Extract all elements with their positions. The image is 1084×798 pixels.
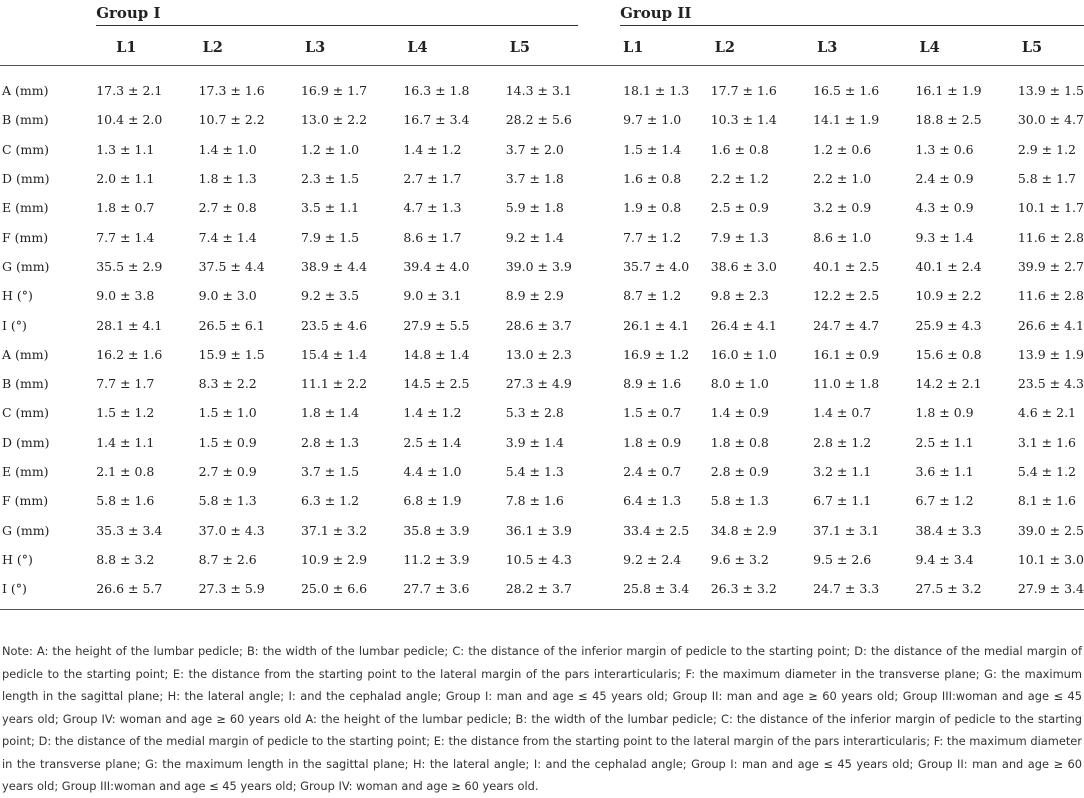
table-cell: 3.6 ± 1.1 bbox=[915, 464, 974, 479]
table-cell: 2.5 ± 1.1 bbox=[915, 434, 974, 450]
table-cell: 34.8 ± 2.9 bbox=[710, 522, 777, 538]
row-label: A (mm) bbox=[2, 346, 49, 362]
table-cell: 13.9 ± 1.9 bbox=[1017, 346, 1084, 362]
table-cell: 27.9 ± 3.4 bbox=[1018, 574, 1084, 610]
table-cell: 16.9 ± 1.2 bbox=[623, 346, 690, 362]
table-cell: 10.1 ± 1.7 bbox=[1017, 200, 1084, 216]
level-header-l1-group-1: L1 bbox=[96, 29, 198, 66]
table-cell: 15.6 ± 0.8 bbox=[915, 346, 982, 362]
table-cell: 37.1 ± 3.2 bbox=[300, 522, 368, 538]
table-cell: 23.5 ± 4.6 bbox=[300, 317, 368, 333]
table-cell: 35.7 ± 4.0 bbox=[623, 258, 690, 274]
table-cell: 5.8 ± 1.3 bbox=[710, 493, 769, 509]
level-header-l2-group-2: L2 bbox=[711, 29, 813, 66]
group-header-row bbox=[0, 0, 1084, 29]
table-cell: 17.3 ± 1.6 bbox=[198, 83, 265, 99]
table-cell: 3.5 ± 1.1 bbox=[300, 200, 360, 216]
table-body bbox=[0, 66, 1084, 610]
table-cell: 8.6 ± 1.7 bbox=[403, 229, 462, 245]
level-header-l5-group-1: L5 bbox=[506, 29, 608, 66]
table-cell: 15.4 ± 1.4 bbox=[300, 346, 368, 362]
level-header-l3-group-1: L3 bbox=[301, 29, 403, 66]
table-cell: 25.9 ± 4.3 bbox=[915, 317, 982, 333]
table-cell: 16.2 ± 1.6 bbox=[96, 346, 163, 362]
table-row bbox=[0, 164, 1084, 193]
table-cell: 16.3 ± 1.8 bbox=[403, 83, 470, 99]
table-cell: 1.3 ± 1.1 bbox=[96, 141, 155, 157]
table-row bbox=[0, 252, 1084, 281]
table-cell: 38.9 ± 4.4 bbox=[300, 258, 368, 274]
table-cell: 12.2 ± 2.5 bbox=[813, 288, 880, 304]
table-cell: 3.2 ± 1.1 bbox=[813, 464, 872, 479]
table-cell: 3.7 ± 2.0 bbox=[505, 141, 564, 157]
table-cell: 39.0 ± 2.5 bbox=[1017, 522, 1084, 538]
table-cell: 2.1 ± 0.8 bbox=[96, 464, 155, 479]
table-cell: 1.4 ± 1.0 bbox=[198, 141, 257, 157]
table-cell: 8.6 ± 1.0 bbox=[813, 229, 872, 245]
table-cell: 3.2 ± 0.9 bbox=[813, 200, 872, 216]
table-cell: 1.8 ± 0.8 bbox=[710, 434, 769, 450]
table-cell: 9.7 ± 1.0 bbox=[623, 112, 682, 128]
table-row bbox=[0, 398, 1084, 427]
table-cell: 9.2 ± 1.4 bbox=[505, 229, 564, 245]
table-cell: 7.7 ± 1.2 bbox=[623, 229, 682, 245]
table-cell: 26.5 ± 6.1 bbox=[198, 317, 265, 333]
table-cell: 6.3 ± 1.2 bbox=[300, 493, 360, 509]
table-cell: 8.8 ± 3.2 bbox=[96, 551, 155, 567]
table-cell: 6.7 ± 1.2 bbox=[915, 493, 974, 509]
table-cell: 5.4 ± 1.2 bbox=[1017, 464, 1076, 479]
level-header-l5-group-2: L5 bbox=[1018, 29, 1084, 66]
table-cell: 3.7 ± 1.5 bbox=[300, 464, 360, 479]
table-cell: 2.8 ± 0.9 bbox=[710, 464, 769, 479]
table-row bbox=[0, 222, 1084, 251]
table-cell: 2.8 ± 1.2 bbox=[813, 434, 872, 450]
table-cell: 9.2 ± 2.4 bbox=[623, 551, 682, 567]
table-cell: 26.4 ± 4.1 bbox=[710, 317, 777, 333]
table-cell: 9.0 ± 3.1 bbox=[403, 288, 462, 304]
table-cell: 16.1 ± 0.9 bbox=[813, 346, 880, 362]
table-cell: 4.4 ± 1.0 bbox=[403, 464, 462, 479]
table-cell: 5.4 ± 1.3 bbox=[505, 464, 564, 479]
table-cell: 10.4 ± 2.0 bbox=[96, 112, 163, 128]
group-2-title: Group II bbox=[620, 4, 692, 22]
table-cell: 14.3 ± 3.1 bbox=[505, 83, 572, 99]
table-cell: 7.7 ± 1.4 bbox=[96, 229, 155, 245]
table-cell: 9.5 ± 2.6 bbox=[813, 551, 872, 567]
table-cell: 10.7 ± 2.2 bbox=[198, 112, 265, 128]
table-cell: 3.9 ± 1.4 bbox=[505, 434, 564, 450]
row-label: F (mm) bbox=[2, 493, 49, 509]
table-cell: 8.9 ± 1.6 bbox=[623, 376, 682, 392]
table-cell: 17.3 ± 2.1 bbox=[96, 83, 163, 99]
row-label: I (°) bbox=[2, 317, 27, 333]
table-cell: 1.5 ± 1.0 bbox=[198, 405, 257, 421]
level-header-l4-group-2: L4 bbox=[915, 29, 1017, 66]
group-header-1 bbox=[96, 0, 608, 29]
table-cell: 1.4 ± 1.2 bbox=[403, 405, 462, 421]
table-cell: 16.5 ± 1.6 bbox=[813, 83, 880, 99]
table-cell: 25.0 ± 6.6 bbox=[301, 574, 403, 610]
table-cell: 23.5 ± 4.3 bbox=[1017, 376, 1084, 392]
table-cell: 1.2 ± 0.6 bbox=[813, 141, 872, 157]
table-cell: 1.5 ± 0.9 bbox=[198, 434, 257, 450]
table-cell: 1.8 ± 1.3 bbox=[198, 171, 257, 187]
table-cell: 7.4 ± 1.4 bbox=[198, 229, 257, 245]
table-cell: 1.4 ± 0.7 bbox=[813, 405, 872, 421]
table-cell: 24.7 ± 3.3 bbox=[813, 574, 915, 610]
table-cell: 7.8 ± 1.6 bbox=[505, 493, 564, 509]
table-row bbox=[0, 457, 1084, 486]
table-cell: 39.9 ± 2.7 bbox=[1017, 258, 1084, 274]
table-cell: 10.5 ± 4.3 bbox=[505, 551, 572, 567]
table-cell: 11.0 ± 1.8 bbox=[813, 376, 880, 392]
table-cell: 6.8 ± 1.9 bbox=[403, 493, 462, 509]
table-cell: 6.7 ± 1.1 bbox=[813, 493, 872, 509]
table-cell: 5.8 ± 1.6 bbox=[96, 493, 155, 509]
row-label: C (mm) bbox=[2, 141, 49, 157]
table-cell: 2.0 ± 1.1 bbox=[96, 171, 155, 187]
row-label: F (mm) bbox=[2, 229, 49, 245]
level-header-row bbox=[0, 29, 1084, 66]
table-cell: 2.7 ± 1.7 bbox=[403, 171, 462, 187]
table-cell: 1.3 ± 0.6 bbox=[915, 141, 974, 157]
table-cell: 17.7 ± 1.6 bbox=[710, 83, 777, 99]
table-cell: 1.4 ± 1.1 bbox=[96, 434, 155, 450]
table-cell: 28.6 ± 3.7 bbox=[505, 317, 572, 333]
table-cell: 26.6 ± 4.1 bbox=[1017, 317, 1084, 333]
label-header-cell bbox=[0, 29, 96, 66]
table-cell: 8.9 ± 2.9 bbox=[505, 288, 564, 304]
group-1-rule bbox=[96, 25, 578, 26]
table-cell: 6.4 ± 1.3 bbox=[623, 493, 682, 509]
table-footnote: Note: A: the height of the lumbar pedicle; B: the width of the lumbar pedicle; C: the distance of the inferior margin of pedicle to the starting point; D: the distance of the medial margin of pedicle to the starting point; E: the distance from the starting point to the lateral margin of the pars interarticularis; F: the maximum diameter in the transverse plane; G: the maximum length in the sagittal plane; H: the lateral angle; I: and the cephalad angle; Group I: man and age ≤ 45 years old; Group II: man and age ≥ 60 years old; Group III:woman and age ≤ 45 years old; Group IV: woman and age ≥ 60 years old A: the height of the lumbar pedicle; B: the width of the lumbar pedicle; C: the distance of the inferior margin of pedicle to the starting point; D: the distance of the medial margin of pedicle to the starting point; E: the distance from the starting point to the lateral margin of the pars interarticularis; F: the maximum diameter in the transverse plane; G: the maximum length in the sagittal plane; H: the lateral angle; I: and the cephalad angle; Group I: man and age ≤ 45 years old; Group II: man and age ≥ 60 years old; Group III:woman and age ≤ 45 years old; Group IV: woman and age ≥ 60 years old. bbox=[2, 644, 1082, 793]
level-header-l2-group-1: L2 bbox=[199, 29, 301, 66]
group-2-rule bbox=[620, 25, 1084, 26]
level-header-l3-group-2: L3 bbox=[813, 29, 915, 66]
table-cell: 1.8 ± 0.9 bbox=[915, 405, 974, 421]
table-row bbox=[0, 428, 1084, 457]
table-cell: 4.3 ± 0.9 bbox=[915, 200, 974, 216]
table-cell: 27.7 ± 3.6 bbox=[403, 574, 505, 610]
table-cell: 7.9 ± 1.5 bbox=[300, 229, 360, 245]
table-cell: 10.9 ± 2.2 bbox=[915, 288, 982, 304]
row-label: I (°) bbox=[0, 574, 96, 610]
table-cell: 5.8 ± 1.7 bbox=[1017, 171, 1076, 187]
table-cell: 39.4 ± 4.0 bbox=[403, 258, 470, 274]
table-cell: 3.1 ± 1.6 bbox=[1017, 434, 1076, 450]
table-cell: 2.7 ± 0.8 bbox=[198, 200, 257, 216]
table-row bbox=[0, 310, 1084, 339]
table-cell: 1.6 ± 0.8 bbox=[623, 171, 682, 187]
table-cell: 35.8 ± 3.9 bbox=[403, 522, 470, 538]
table-cell: 16.9 ± 1.7 bbox=[300, 83, 368, 99]
table-cell: 2.2 ± 1.0 bbox=[813, 171, 872, 187]
table-cell: 13.0 ± 2.3 bbox=[505, 346, 572, 362]
table-cell: 28.2 ± 5.6 bbox=[505, 112, 572, 128]
table-row bbox=[0, 369, 1084, 398]
row-label: H (°) bbox=[2, 288, 33, 304]
row-label: B (mm) bbox=[2, 112, 49, 128]
table-cell: 1.5 ± 1.4 bbox=[623, 141, 682, 157]
table-cell: 1.5 ± 1.2 bbox=[96, 405, 155, 421]
table-cell: 10.9 ± 2.9 bbox=[300, 551, 368, 567]
row-label: D (mm) bbox=[2, 171, 50, 187]
table-cell: 9.8 ± 2.3 bbox=[710, 288, 769, 304]
table-cell: 9.4 ± 3.4 bbox=[915, 551, 974, 567]
table-cell: 27.5 ± 3.2 bbox=[915, 574, 1017, 610]
table-cell: 26.3 ± 3.2 bbox=[711, 574, 813, 610]
group-header-2 bbox=[608, 0, 1084, 29]
row-label: G (mm) bbox=[2, 258, 50, 274]
table-cell: 9.6 ± 3.2 bbox=[710, 551, 769, 567]
table-cell: 40.1 ± 2.4 bbox=[915, 258, 982, 274]
row-label: H (°) bbox=[2, 551, 33, 567]
level-header-l1-group-2: L1 bbox=[608, 29, 711, 66]
table-row bbox=[0, 515, 1084, 544]
table-cell: 16.1 ± 1.9 bbox=[915, 83, 982, 99]
table-cell: 35.3 ± 3.4 bbox=[96, 522, 163, 538]
table-cell: 18.1 ± 1.3 bbox=[623, 83, 690, 99]
table-cell: 1.5 ± 0.7 bbox=[623, 405, 682, 421]
table-cell: 33.4 ± 2.5 bbox=[623, 522, 690, 538]
table-cell: 5.9 ± 1.8 bbox=[505, 200, 564, 216]
table-cell: 37.1 ± 3.1 bbox=[813, 522, 880, 538]
table-row bbox=[0, 66, 1084, 106]
table-cell: 8.3 ± 2.2 bbox=[198, 376, 257, 392]
row-label: A (mm) bbox=[2, 83, 49, 99]
table-cell: 5.8 ± 1.3 bbox=[198, 493, 257, 509]
table-row bbox=[0, 545, 1084, 574]
table-cell: 15.9 ± 1.5 bbox=[198, 346, 265, 362]
table-cell: 28.1 ± 4.1 bbox=[96, 317, 163, 333]
row-label: C (mm) bbox=[2, 405, 49, 421]
table-cell: 7.7 ± 1.7 bbox=[96, 376, 155, 392]
table-cell: 3.7 ± 1.8 bbox=[505, 171, 564, 187]
table-cell: 9.3 ± 1.4 bbox=[915, 229, 974, 245]
table-cell: 39.0 ± 3.9 bbox=[505, 258, 572, 274]
table-cell: 5.3 ± 2.8 bbox=[505, 405, 564, 421]
table-cell: 2.5 ± 0.9 bbox=[710, 200, 769, 216]
table-cell: 2.4 ± 0.9 bbox=[915, 171, 974, 187]
row-label: D (mm) bbox=[2, 434, 50, 450]
table-row bbox=[0, 340, 1084, 369]
table-cell: 1.2 ± 1.0 bbox=[300, 141, 360, 157]
table-cell: 11.1 ± 2.2 bbox=[300, 376, 368, 392]
table-cell: 2.5 ± 1.4 bbox=[403, 434, 462, 450]
table-cell: 8.1 ± 1.6 bbox=[1017, 493, 1076, 509]
table-cell: 1.4 ± 0.9 bbox=[710, 405, 769, 421]
table-cell: 1.8 ± 0.7 bbox=[96, 200, 155, 216]
table-row bbox=[0, 574, 1084, 610]
table-cell: 40.1 ± 2.5 bbox=[813, 258, 880, 274]
table-row bbox=[0, 193, 1084, 222]
table-cell: 14.8 ± 1.4 bbox=[403, 346, 470, 362]
table-cell: 37.5 ± 4.4 bbox=[198, 258, 265, 274]
table-cell: 24.7 ± 4.7 bbox=[813, 317, 880, 333]
table-cell: 2.7 ± 0.9 bbox=[198, 464, 257, 479]
table-cell: 4.6 ± 2.1 bbox=[1017, 405, 1076, 421]
row-label: E (mm) bbox=[2, 200, 49, 216]
table-cell: 37.0 ± 4.3 bbox=[198, 522, 265, 538]
table-cell: 14.1 ± 1.9 bbox=[813, 112, 880, 128]
table-cell: 35.5 ± 2.9 bbox=[96, 258, 163, 274]
table-cell: 18.8 ± 2.5 bbox=[915, 112, 982, 128]
table-cell: 38.6 ± 3.0 bbox=[710, 258, 777, 274]
table-cell: 27.3 ± 4.9 bbox=[505, 376, 572, 392]
table-cell: 16.0 ± 1.0 bbox=[710, 346, 777, 362]
table-cell: 2.4 ± 0.7 bbox=[623, 464, 682, 479]
table-cell: 36.1 ± 3.9 bbox=[505, 522, 572, 538]
table-cell: 14.2 ± 2.1 bbox=[915, 376, 982, 392]
corner-cell bbox=[0, 0, 96, 29]
table-cell: 38.4 ± 3.3 bbox=[915, 522, 982, 538]
table-cell: 26.1 ± 4.1 bbox=[623, 317, 690, 333]
row-label: G (mm) bbox=[2, 522, 50, 538]
table-cell: 28.2 ± 3.7 bbox=[506, 574, 608, 610]
table-cell: 8.7 ± 1.2 bbox=[623, 288, 682, 304]
table-cell: 26.6 ± 5.7 bbox=[96, 574, 198, 610]
table-cell: 8.7 ± 2.6 bbox=[198, 551, 257, 567]
table-cell: 14.5 ± 2.5 bbox=[403, 376, 470, 392]
table-cell: 1.8 ± 1.4 bbox=[300, 405, 360, 421]
table-cell: 1.9 ± 0.8 bbox=[623, 200, 682, 216]
table-cell: 2.3 ± 1.5 bbox=[300, 171, 360, 187]
table-cell: 7.9 ± 1.3 bbox=[710, 229, 769, 245]
table-row bbox=[0, 281, 1084, 310]
table-cell: 2.9 ± 1.2 bbox=[1017, 141, 1076, 157]
table-cell: 13.0 ± 2.2 bbox=[300, 112, 368, 128]
group-1-title: Group I bbox=[96, 4, 161, 22]
table-row bbox=[0, 486, 1084, 515]
table-cell: 25.8 ± 3.4 bbox=[608, 574, 711, 610]
table-cell: 4.7 ± 1.3 bbox=[403, 200, 462, 216]
level-header-l4-group-1: L4 bbox=[403, 29, 505, 66]
table-cell: 13.9 ± 1.5 bbox=[1017, 83, 1084, 99]
table-cell: 11.2 ± 3.9 bbox=[403, 551, 470, 567]
table-cell: 10.3 ± 1.4 bbox=[710, 112, 777, 128]
table-cell: 10.1 ± 3.0 bbox=[1017, 551, 1084, 567]
row-label: B (mm) bbox=[2, 376, 49, 392]
table-cell: 9.0 ± 3.0 bbox=[198, 288, 257, 304]
table-row bbox=[0, 105, 1084, 134]
table-cell: 9.0 ± 3.8 bbox=[96, 288, 155, 304]
table-cell: 16.7 ± 3.4 bbox=[403, 112, 470, 128]
table-cell: 8.0 ± 1.0 bbox=[710, 376, 769, 392]
row-label: E (mm) bbox=[2, 464, 49, 479]
table-cell: 1.4 ± 1.2 bbox=[403, 141, 462, 157]
table-cell: 1.8 ± 0.9 bbox=[623, 434, 682, 450]
table-row bbox=[0, 135, 1084, 164]
table-cell: 9.2 ± 3.5 bbox=[300, 288, 360, 304]
table-cell: 11.6 ± 2.8 bbox=[1017, 288, 1084, 304]
table-cell: 27.9 ± 5.5 bbox=[403, 317, 470, 333]
table-cell: 1.6 ± 0.8 bbox=[710, 141, 769, 157]
table-cell: 2.2 ± 1.2 bbox=[710, 171, 769, 187]
table-cell: 27.3 ± 5.9 bbox=[199, 574, 301, 610]
table-cell: 11.6 ± 2.8 bbox=[1017, 229, 1084, 245]
table-cell: 2.8 ± 1.3 bbox=[300, 434, 360, 450]
table-cell: 30.0 ± 4.7 bbox=[1017, 112, 1084, 128]
